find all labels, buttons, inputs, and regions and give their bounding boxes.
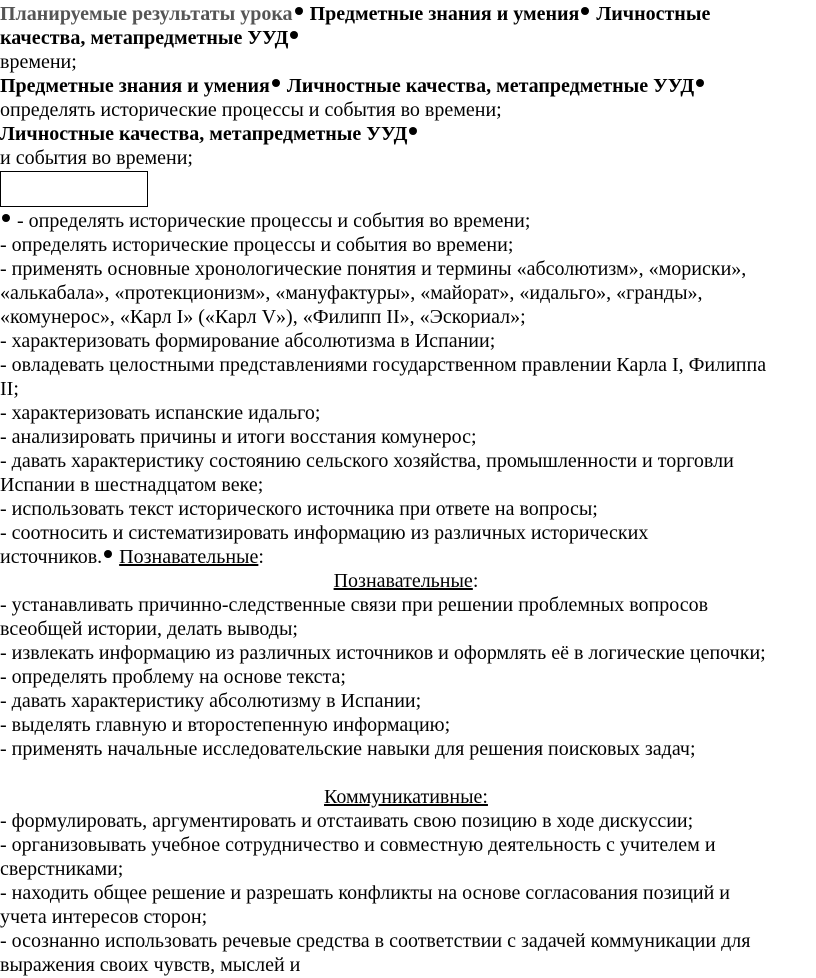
subject-item: - овладевать целостными представлениями государственном правлении Карла I, Филиппа <box>0 354 767 376</box>
cognitive-heading <box>0 569 812 593</box>
bullet-icon <box>295 7 303 15</box>
sources-text: источников. <box>0 546 103 568</box>
communicative-item: - осознанно использовать речевые средства в соответствии с задачей коммуникации для <box>0 930 751 952</box>
cognitive-item: - давать характеристику абсолютизму в Испании; <box>0 690 422 712</box>
heading-subject-knowledge: Предметные знания и умения <box>0 75 270 97</box>
heading-personal-2: Личностные качества, метапредметные УУД <box>0 123 408 145</box>
subject-item: - использовать текст исторического источника при ответе на вопросы; <box>0 498 598 520</box>
colon: : <box>472 570 479 592</box>
subject-item: - определять исторические процессы и события во времени; <box>0 234 514 256</box>
header-personal: Личностные <box>591 3 711 25</box>
subject-item: - характеризовать формирование абсолютизма в Испании; <box>0 330 496 352</box>
colon: : <box>258 546 264 568</box>
bullet-icon <box>581 7 589 15</box>
bullet-icon <box>104 550 112 558</box>
communicative-item: - находить общее решение и разрешать конфликты на основе согласования позиций и <box>0 882 731 904</box>
header-line-2 <box>0 26 812 50</box>
subject-item: «комунерос», «Карл I» («Карл V»), «Филипп II», «Эскориал»; <box>0 306 526 328</box>
blank-line <box>0 761 812 785</box>
cognitive-item: - извлекать информацию из различных источников и оформлять её в логические цепочки; <box>0 642 766 664</box>
communicative-item: учета интересов сторон; <box>0 906 208 928</box>
cognitive-inline-label: Познавательные <box>119 546 259 568</box>
document-body <box>0 2 812 977</box>
communicative-item: выражения своих чувств, мыслей и <box>0 954 301 976</box>
cognitive-item: - применять начальные исследовательские навыки для решения поисковых задач; <box>0 738 696 760</box>
text-line: определять исторические процессы и события во времени; <box>0 99 502 121</box>
header-line-1 <box>0 2 812 26</box>
bullet-icon <box>696 79 704 87</box>
subject-item: «алькабала», «протекционизм», «мануфактуры», «майорат», «идальго», «гранды», <box>0 282 703 304</box>
subject-item: Испании в шестнадцатом веке; <box>0 474 264 496</box>
heading-line <box>0 74 812 98</box>
subject-item: - анализировать причины и итоги восстания комунерос; <box>0 426 477 448</box>
text-line: и события во времени; <box>0 147 193 169</box>
subject-item <box>0 209 812 233</box>
subject-item: - применять основные хронологические понятия и термины «абсолютизм», «мориски», <box>0 258 747 280</box>
header-subject-knowledge: Предметные знания и умения <box>304 3 580 25</box>
cognitive-heading-label: Познавательные <box>333 570 473 592</box>
heading-personal: Личностные качества, метапредметные УУД <box>281 75 695 97</box>
cognitive-item: - определять проблему на основе текста; <box>0 666 346 688</box>
subject-item: - давать характеристику состоянию сельского хозяйства, промышленности и торговли <box>0 450 734 472</box>
communicative-item: - организовывать учебное сотрудничество и совместную деятельность с учителем и <box>0 834 716 856</box>
text-line: времени; <box>0 51 77 73</box>
subject-item: - соотносить и систематизировать информацию из различных исторических <box>0 522 649 544</box>
communicative-item: - формулировать, аргументировать и отстаивать свою позицию в ходе дискуссии; <box>0 810 694 832</box>
heading-line <box>0 122 812 146</box>
cognitive-item: - выделять главную и второстепенную информацию; <box>0 714 451 736</box>
bullet-icon <box>409 127 417 135</box>
subject-item: II; <box>0 378 19 400</box>
sources-line <box>0 545 812 569</box>
subject-item-text: - определять исторические процессы и события во времени; <box>12 210 531 232</box>
bullet-icon <box>290 31 298 39</box>
bullet-icon <box>272 79 280 87</box>
cognitive-item: - устанавливать причинно-следственные связи при решении проблемных вопросов <box>0 594 709 616</box>
header-meta-skills: качества, метапредметные УУД <box>0 27 289 49</box>
communicative-heading <box>0 785 812 809</box>
empty-table-cell <box>0 171 148 207</box>
bullet-icon <box>2 214 10 222</box>
cognitive-item: всеобщей истории, делать выводы; <box>0 618 298 640</box>
subject-item: - характеризовать испанские идальго; <box>0 402 321 424</box>
communicative-heading-label: Коммуникативные: <box>324 786 488 808</box>
lesson-outcomes-title: Планируемые результаты урока <box>0 3 293 25</box>
communicative-item: сверстниками; <box>0 858 124 880</box>
